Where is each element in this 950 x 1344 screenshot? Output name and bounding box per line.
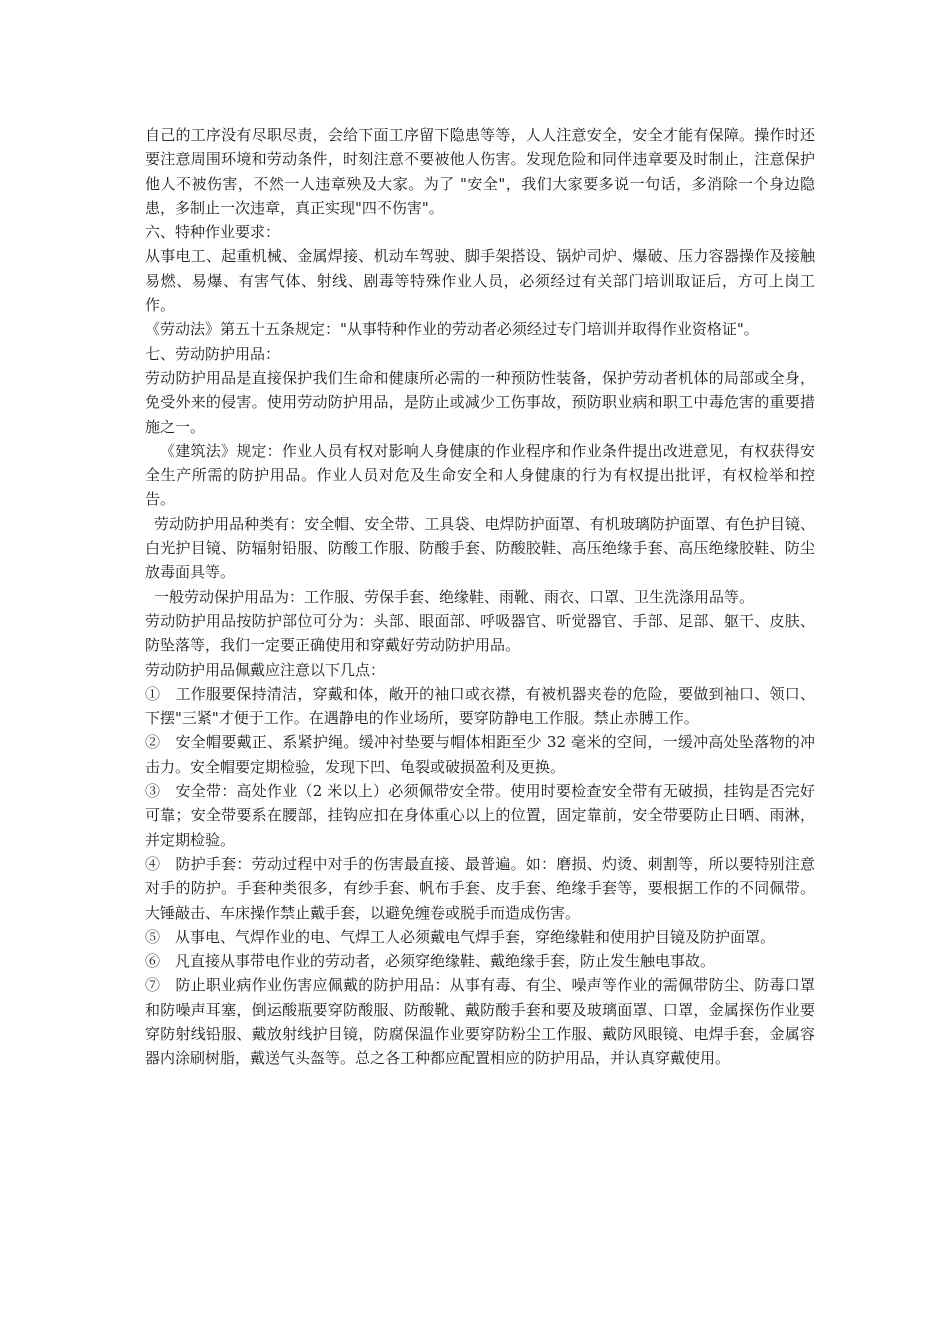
list-item-gloves: ④ 防护手套：劳动过程中对手的伤害最直接、最普遍。如：磨损、灼烫、刺割等，所以要特别注意对手的防护。手套种类很多，有纱手套、帆布手套、皮手套、绝缘手套等，要根据工作的不同佩带。大锤敲击、车床操作禁止戴手套，以避免缠卷或脱手而造成伤害。 [145,854,815,922]
paragraph-construction-law: 《建筑法》规定：作业人员有权对影响人身健康的作业程序和作业条件提出改进意见，有权获得安全生产所需的防护用品。作业人员对危及生命安全和人身健康的行为有权提出批评，有权检举和控告。 [145,441,815,509]
list-item-work-clothes: ① 工作服要保持清洁，穿戴和体，敞开的袖口或衣襟，有被机器夹卷的危险，要做到袖口、领口、下摆"三紧"才便于工作。在遇静电的作业场所，要穿防静电工作服。禁止赤膊工作。 [145,684,815,728]
paragraph-labor-law: 《劳动法》第五十五条规定："从事特种作业的劳动者必须经过专门培训并取得作业资格证"。 [145,320,759,339]
list-item-safety-belt: ③ 安全带：高处作业（2 米以上）必须佩带安全带。使用时要检查安全带有无破损，挂钩是否完好可靠；安全带要系在腰部，挂钩应扣在身体重心以上的位置，固定靠前，安全带要防止日晒、雨淋，并定期检验。 [145,782,815,849]
paragraph-wearing-notes: 劳动防护用品佩戴应注意以下几点： [145,660,386,679]
paragraph-special-operations: 从事电工、起重机械、金属焊接、机动车驾驶、脚手架搭设、锅炉司炉、爆破、压力容器操作及接触易燃、易爆、有害气体、射线、剧毒等特殊作业人员，必须经过有关部门培训取证后，方可上岗工作。 [145,247,815,315]
heading-protective-equipment: 七、劳动防护用品： [145,344,281,363]
paragraph-equipment-types: 劳动防护用品种类有：安全帽、安全带、工具袋、电焊防护面罩、有机玻璃防护面罩、有色护目镜、白光护目镜、防辐射铅服、防酸工作服、防酸手套、防酸胶鞋、高压绝缘手套、高压绝缘胶鞋、防尘放毒面具等。 [145,514,815,582]
document-body [145,123,815,1071]
list-item-occupational-disease: ⑦ 防止职业病作业伤害应佩戴的防护用品：从事有毒、有尘、噪声等作业的需佩带防尘、防毒口罩和防噪声耳塞，倒运酸瓶要穿防酸服、防酸靴、戴防酸手套和要及玻璃面罩、口罩，金属探伤作业要穿防射线铅服、戴放射线护目镜，防腐保温作业要穿防粉尘工作服、戴防风眼镜、电焊手套，金属容器内涂刷树脂，戴送气头盔等。总之各工种都应配置相应的防护用品，并认真穿戴使用。 [145,976,815,1068]
paragraph-protective-equipment-intro: 劳动防护用品是直接保护我们生命和健康所必需的一种预防性装备，保护劳动者机体的局部或全身，免受外来的侵害。使用劳动防护用品，是防止或减少工伤事故，预防职业病和职工中毒危害的重要措施之一。 [145,368,815,436]
paragraph-safety-responsibility: 自己的工序没有尽职尽责，会给下面工序留下隐患等等，人人注意安全，安全才能有保障。操作时还要注意周围环境和劳动条件，时刻注意不要被他人伤害。发现危险和同伴违章要及时制止，注意保护他人不被伤害，不然一人违章殃及大家。为了 "安全"，我们大家要多说一句话，多消除一个身边隐患，多制止一次违章，真正实现"四不伤害"。 [145,126,815,217]
paragraph-equipment-by-body-part: 劳动防护用品按防护部位可分为：头部、眼面部、呼吸器官、听觉器官、手部、足部、躯干、皮肤、防坠落等，我们一定要正确使用和穿戴好劳动防护用品。 [145,611,815,655]
paragraph-general-equipment: 一般劳动保护用品为：工作服、劳保手套、绝缘鞋、雨靴、雨衣、口罩、卫生洗涤用品等。 [154,587,755,606]
list-item-safety-helmet: ② 安全帽要戴正、系紧护绳。缓冲衬垫要与帽体相距至少 32 毫米的空间，一缓冲高处坠落物的冲击力。安全帽要定期检验，发现下凹、龟裂或破损盈利及更换。 [145,733,815,776]
list-item-live-work: ⑥ 凡直接从事带电作业的劳动者，必须穿绝缘鞋、戴绝缘手套，防止发生触电事故。 [145,952,716,971]
list-item-welding: ⑤ 从事电、气焊作业的电、气焊工人必须戴电气焊手套，穿绝缘鞋和使用护目镜及防护面罩。 [145,927,776,946]
heading-special-operations: 六、特种作业要求： [145,223,281,242]
